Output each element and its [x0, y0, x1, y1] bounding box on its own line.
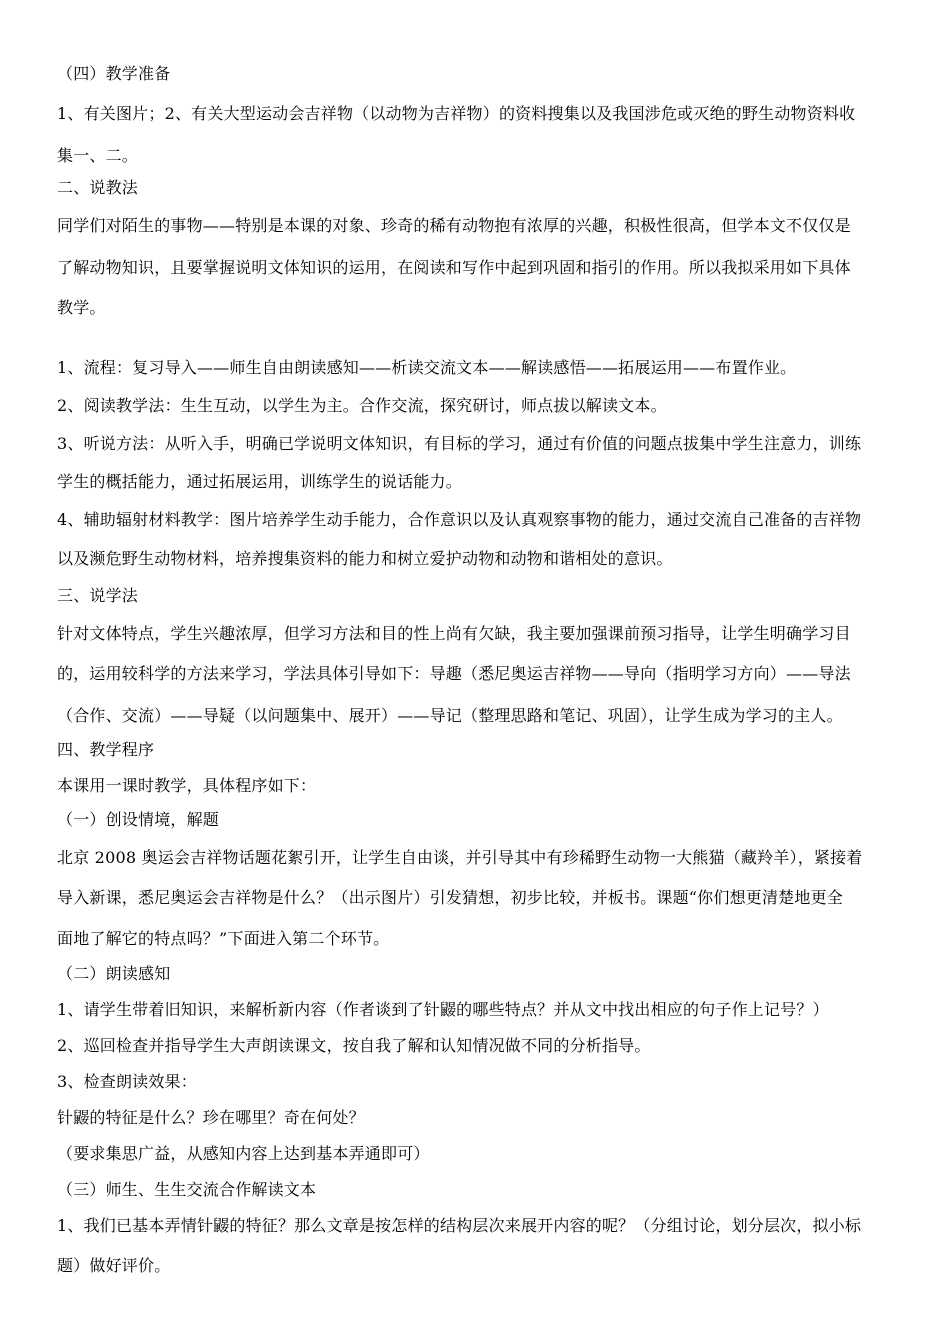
- list-item: 3、听说方法：从听入手，明确已学说明文体知识，有目标的学习，通过有价值的问题点拔集中学生注意力，训练: [57, 434, 862, 453]
- subsection-heading: （一）创设情境，解题: [57, 810, 220, 829]
- paragraph-line: 1、有关图片；2、有关大型运动会吉祥物（以动物为吉祥物）的资料搜集以及我国涉危或灭绝的野生动物资料收: [57, 104, 856, 123]
- section-heading-learning-method: 三、说学法: [57, 586, 139, 605]
- list-item-continuation: 题）做好评价。: [57, 1256, 171, 1275]
- list-item-continuation: 学生的概括能力，通过拓展运用，训练学生的说话能力。: [57, 472, 463, 491]
- paragraph-line: 本课用一课时教学，具体程序如下：: [57, 776, 317, 795]
- list-item: 2、巡回检查并指导学生大声朗读课文，按自我了解和认知情况做不同的分析指导。: [57, 1036, 651, 1055]
- paragraph-line: 针鼹的特征是什么？珍在哪里？奇在何处？: [57, 1108, 365, 1127]
- list-item: 1、我们已基本弄情针鼹的特征？那么文章是按怎样的结构层次来展开内容的呢？（分组讨论，划分层次，拟小标: [57, 1216, 862, 1235]
- list-item: 3、检查朗读效果：: [57, 1072, 197, 1091]
- list-item: 1、请学生带着旧知识，来解析新内容（作者谈到了针鼹的哪些特点？并从文中找出相应的句子作上记号？）: [57, 1000, 829, 1019]
- paragraph-line: 针对文体特点，学生兴趣浓厚，但学习方法和目的性上尚有欠缺，我主要加强课前预习指导，让学生明确学习目: [57, 624, 851, 643]
- paragraph-line: 导入新课，悉尼奥运会吉祥物是什么？（出示图片）引发猜想，初步比较，并板书。课题“你们想更清楚地更全: [57, 888, 843, 907]
- paragraph-line: 的，运用较科学的方法来学习，学法具体引导如下：导趣（悉尼奥运吉祥物——导向（指明学习方向）——导法: [57, 664, 851, 683]
- subsection-heading: （三）师生、生生交流合作解读文本: [57, 1180, 317, 1199]
- paragraph-line: 北京 2008 奥运会吉祥物话题花絮引开，让学生自由谈，并引导其中有珍稀野生动物一大熊猫（藏羚羊），紧接着: [57, 848, 863, 867]
- paragraph-line: 集一、二。: [57, 146, 139, 165]
- section-heading-teaching-preparation: （四）教学准备: [57, 64, 171, 83]
- list-item-continuation: 以及濒危野生动物材料，培养搜集资料的能力和树立爱护动物和动物和谐相处的意识。: [57, 549, 673, 568]
- section-heading-teaching-method: 二、说教法: [57, 178, 139, 197]
- list-item: 2、阅读教学法：生生互动，以学生为主。合作交流，探究研讨，师点拔以解读文本。: [57, 396, 667, 415]
- list-item: 4、辅助辐射材料教学：图片培养学生动手能力，合作意识以及认真观察事物的能力，通过交流自己准备的吉祥物: [57, 510, 862, 529]
- paragraph-line: （合作、交流）——导疑（以问题集中、展开）——导记（整理思路和笔记、巩固），让学生成为学习的主人。: [57, 706, 843, 725]
- paragraph-line: 教学。: [57, 298, 106, 317]
- paragraph-line: 了解动物知识，且要掌握说明文体知识的运用，在阅读和写作中起到巩固和指引的作用。所以我拟采用如下具体: [57, 258, 851, 277]
- paragraph-line: 面地了解它的特点吗？”下面进入第二个环节。: [57, 929, 390, 948]
- subsection-heading: （二）朗读感知: [57, 964, 171, 983]
- paragraph-line: 同学们对陌生的事物——特别是本课的对象、珍奇的稀有动物抱有浓厚的兴趣，积极性很高，但学本文不仅仅是: [57, 216, 851, 235]
- paragraph-line: （要求集思广益，从感知内容上达到基本弄通即可）: [57, 1144, 430, 1163]
- section-heading-teaching-procedure: 四、教学程序: [57, 740, 155, 759]
- list-item: 1、流程：复习导入——师生自由朗读感知——析读交流文本——解读感悟——拓展运用——布置作业。: [57, 358, 797, 377]
